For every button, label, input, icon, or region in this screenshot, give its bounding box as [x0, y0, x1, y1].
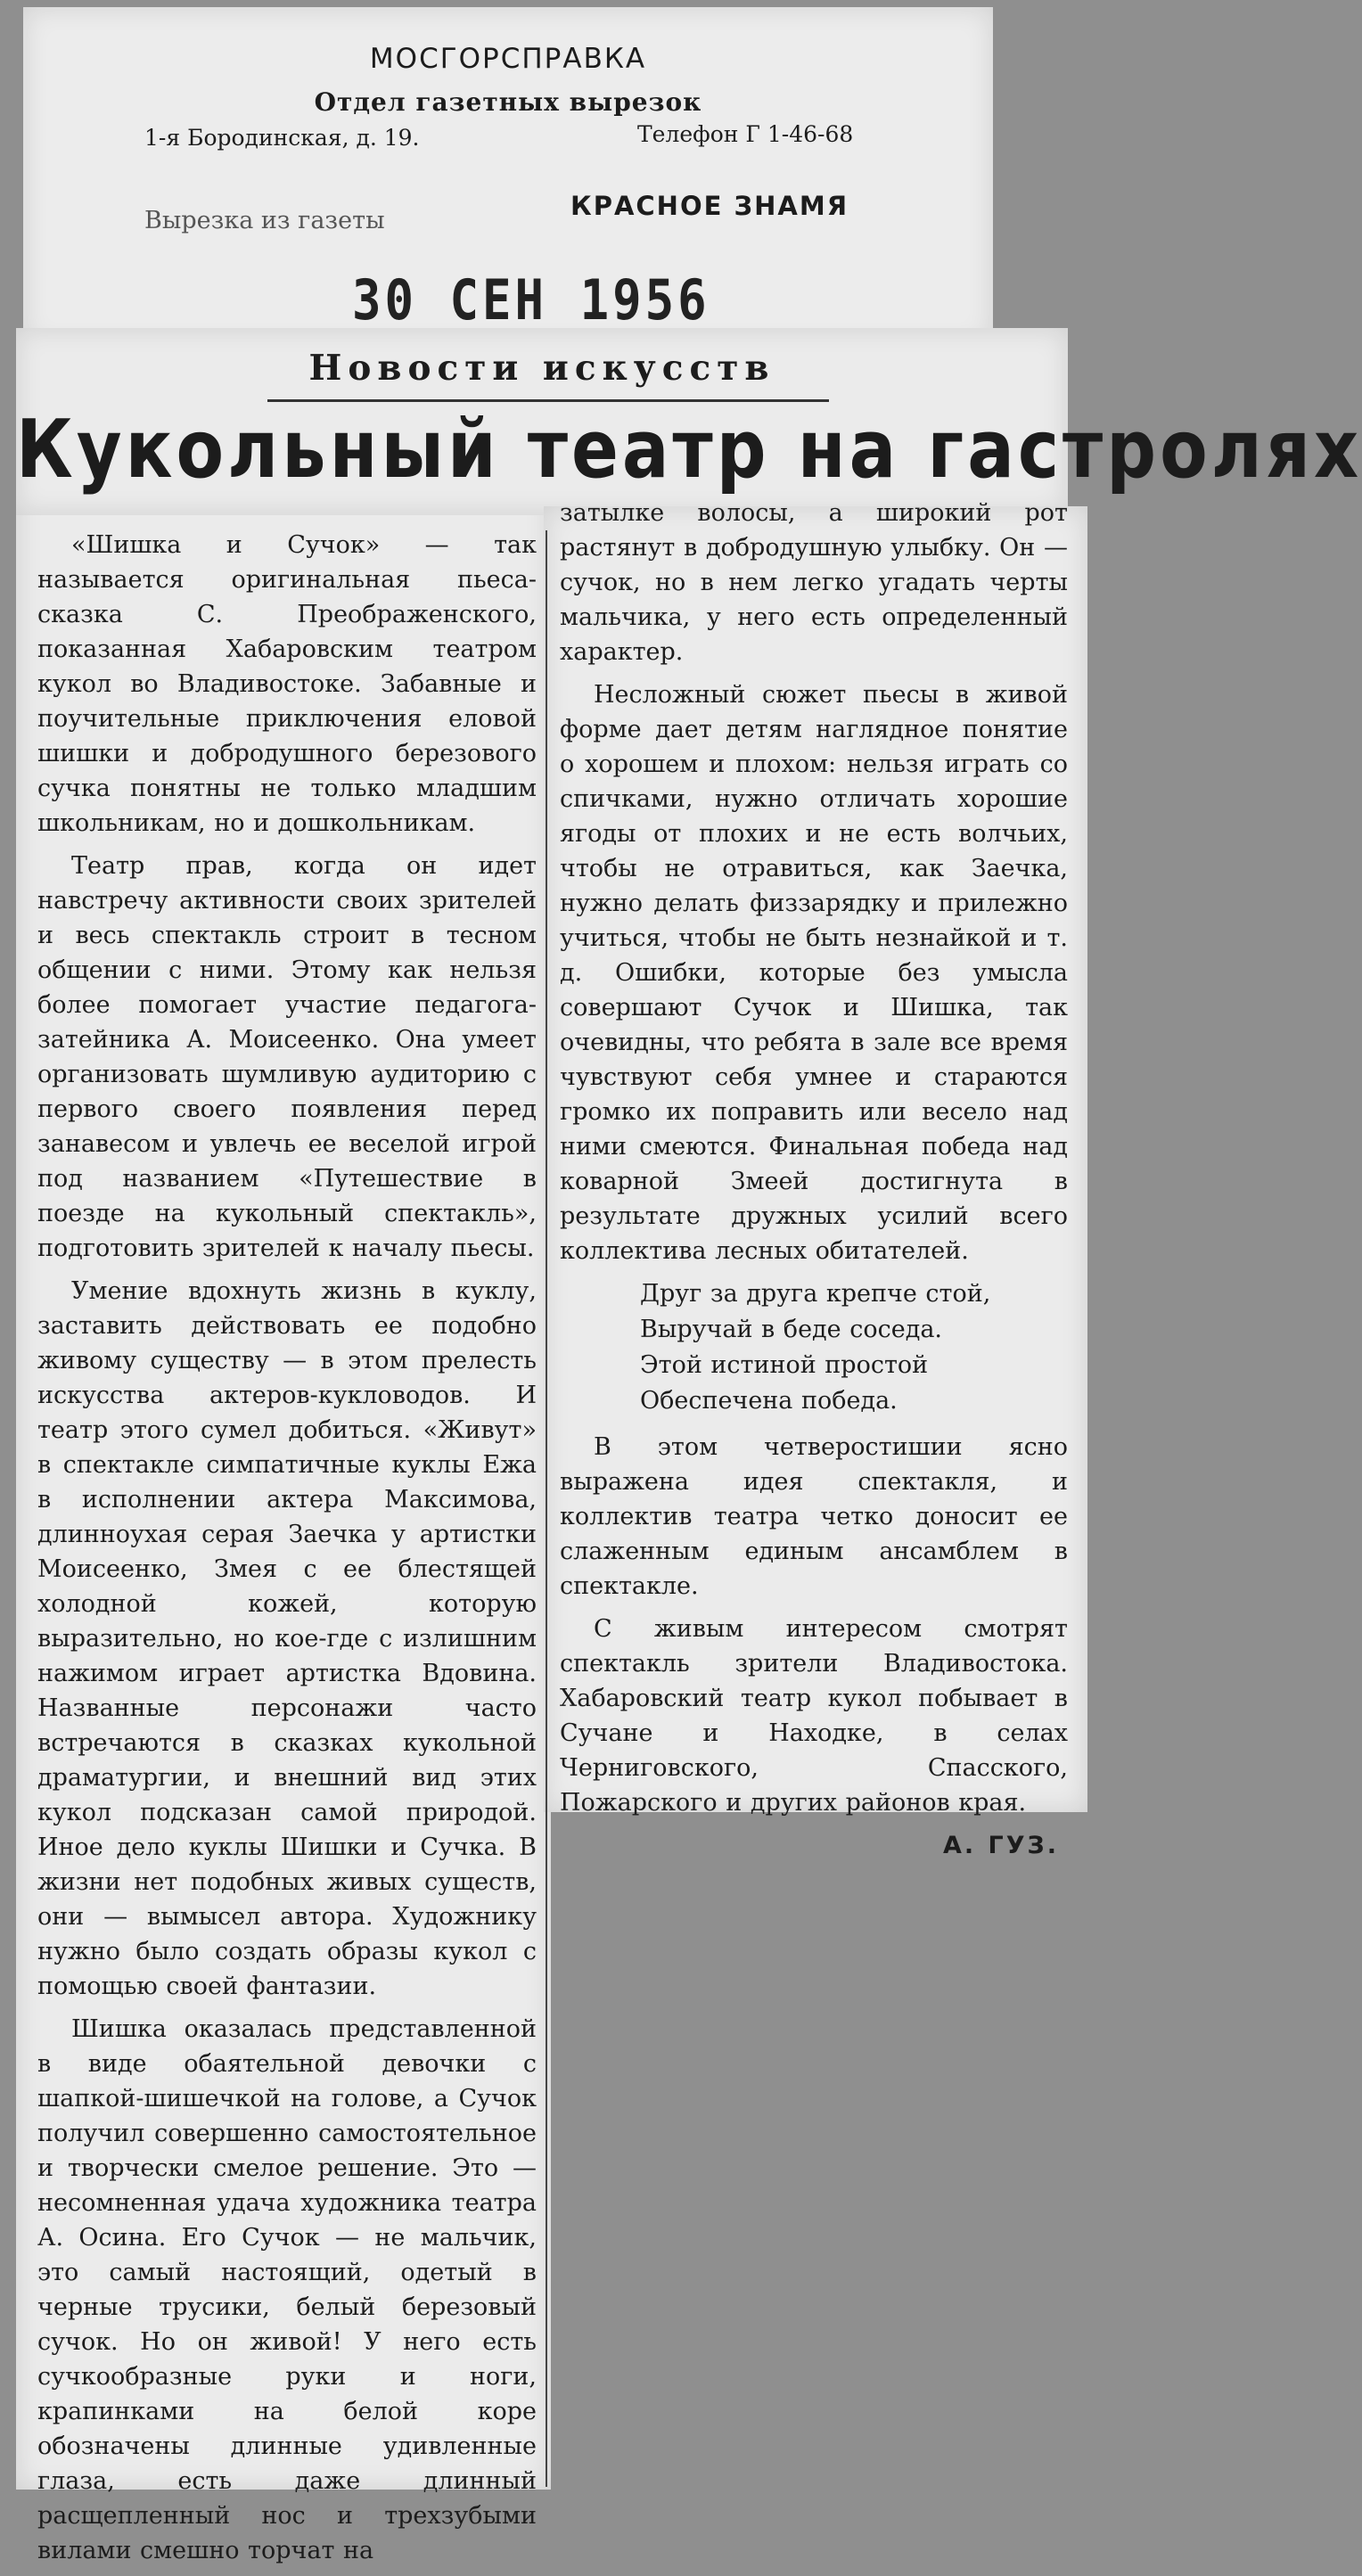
author-signature: А. ГУЗ. — [942, 1832, 1059, 1859]
newspaper-name: КРАСНОЕ ЗНАМЯ — [570, 191, 849, 221]
agency-phone: Телефон Г 1-46-68 — [637, 121, 854, 147]
article-paragraph: Шишка оказалась представленной в виде обаятельной девочки с шапкой-шишечкой на голове, а Сучок получил совершенно самостоятельное и творчески смелое решение. Это — несомненная удача художника театра А. Осина. Его Сучок — не мальчик, это самый настоящий, одетый в черные трусики, белый березовый сучок. Но он живой! У него есть сучкообразные руки и ноги, крапинками на белой коре обозначены длинные удивленные глаза, есть даже длинный расщепленный нос и трехзубыми вилами смешно торчат на — [37, 2015, 537, 2564]
section-rubric: Новости искусств — [308, 348, 775, 389]
date-stamp: 30 СЕН 1956 — [352, 267, 710, 332]
article-paragraph: Несложный сюжет пьесы в живой форме дает детям наглядное понятие о хорошем и плохом: нельзя играть со спичками, нужно отличать хорошие ягоды от плохих и не есть волчьих, чтобы не отравиться, как Заечка, нужно делать физзарядку и прилежно учиться, чтобы не быть незнайкой и т. д. Ошибки, которые без умысла совершают Сучок и Шишка, так очевидны, что ребята в зале все время чувствуют себя умнее и стараются громко их поправить или весело над ними смеются. Финальная победа над коварной Змеей достигнута в результате дружных усилий всего коллектива лесных обитателей. — [560, 681, 1068, 1265]
poem-line: Обеспечена победа. — [640, 1387, 898, 1415]
article-headline: Кукольный театр на гастролях — [16, 404, 1362, 496]
poem-quatrain — [640, 1276, 1068, 1419]
article-paragraph: В этом четверостишии ясно выражена идея спектакля, и коллектив театра четко доносит ее слаженным единым ансамблем в спектакле. — [560, 1433, 1068, 1600]
article-column-left — [37, 528, 537, 2576]
article-paragraph: затылке волосы, а широкий рот растянут в добродушную улыбку. Он — сучок, но в нем легко угадать черты мальчика, у него есть определенный характер. — [560, 499, 1068, 666]
agency-name: МОСГОРСПРАВКА — [369, 43, 647, 75]
cut-from-label: Вырезка из газеты — [144, 207, 385, 234]
rubric-underline — [267, 399, 829, 402]
poem-line: Этой истиной простой — [640, 1351, 929, 1379]
article-paragraph: С живым интересом смотрят спектакль зрители Владивостока. Хабаровский театр кукол побывает в Сучане и Находке, в селах Черниговского, Спасского, Пожарского и других районов края. — [560, 1615, 1068, 1817]
column-divider — [546, 530, 547, 2487]
article-paragraph: Театр прав, когда он идет навстречу активности своих зрителей и весь спектакль строит в тесном общении с ними. Этому как нельзя более помогает участие педагога-затейника А. Моисеенко. Она умеет организовать шумливую аудиторию с первого своего появления перед занавесом и увлечь ее веселой игрой под названием «Путешествие в поезде на кукольный спектакль», подготовить зрителей к началу пьесы. — [37, 852, 537, 1262]
poem-line: Друг за друга крепче стой, — [640, 1280, 991, 1308]
article-paragraph: Умение вдохнуть жизнь в куклу, заставить действовать ее подобно живому существу — в этом прелесть искусства актеров-кукловодов. И театр этого сумел добиться. «Живут» в спектакле симпатичные куклы Ежа в исполнении актера Максимова, длинноухая серая Заечка у артистки Моисеенко, Змея с ее блестящей холодной кожей, которую выразительно, но кое-где с излишним нажимом играет артистка Вдовина. Названные персонажи часто встречаются в сказках кукольной драматургии, и внешний вид этих кукол подсказан самой природой. Иное дело куклы Шишки и Сучка. В жизни нет подобных живых существ, они — вымысел автора. Художнику нужно было создать образы кукол с помощью своей фантазии. — [37, 1277, 537, 2000]
article-paragraph: «Шишка и Сучок» — так называется оригинальная пьеса-сказка С. Преображенского, показанная Хабаровским театром кукол во Владивостоке. Забавные и поучительные приключения еловой шишки и добродушного березового сучка понятны не только младшим школьникам, но и дошкольникам. — [37, 531, 537, 837]
poem-line: Выручай в беде соседа. — [640, 1316, 943, 1343]
agency-address: 1-я Бородинская, д. 19. — [144, 125, 420, 151]
article-column-right — [560, 496, 1068, 1863]
department-name: Отдел газетных вырезок — [314, 87, 702, 117]
